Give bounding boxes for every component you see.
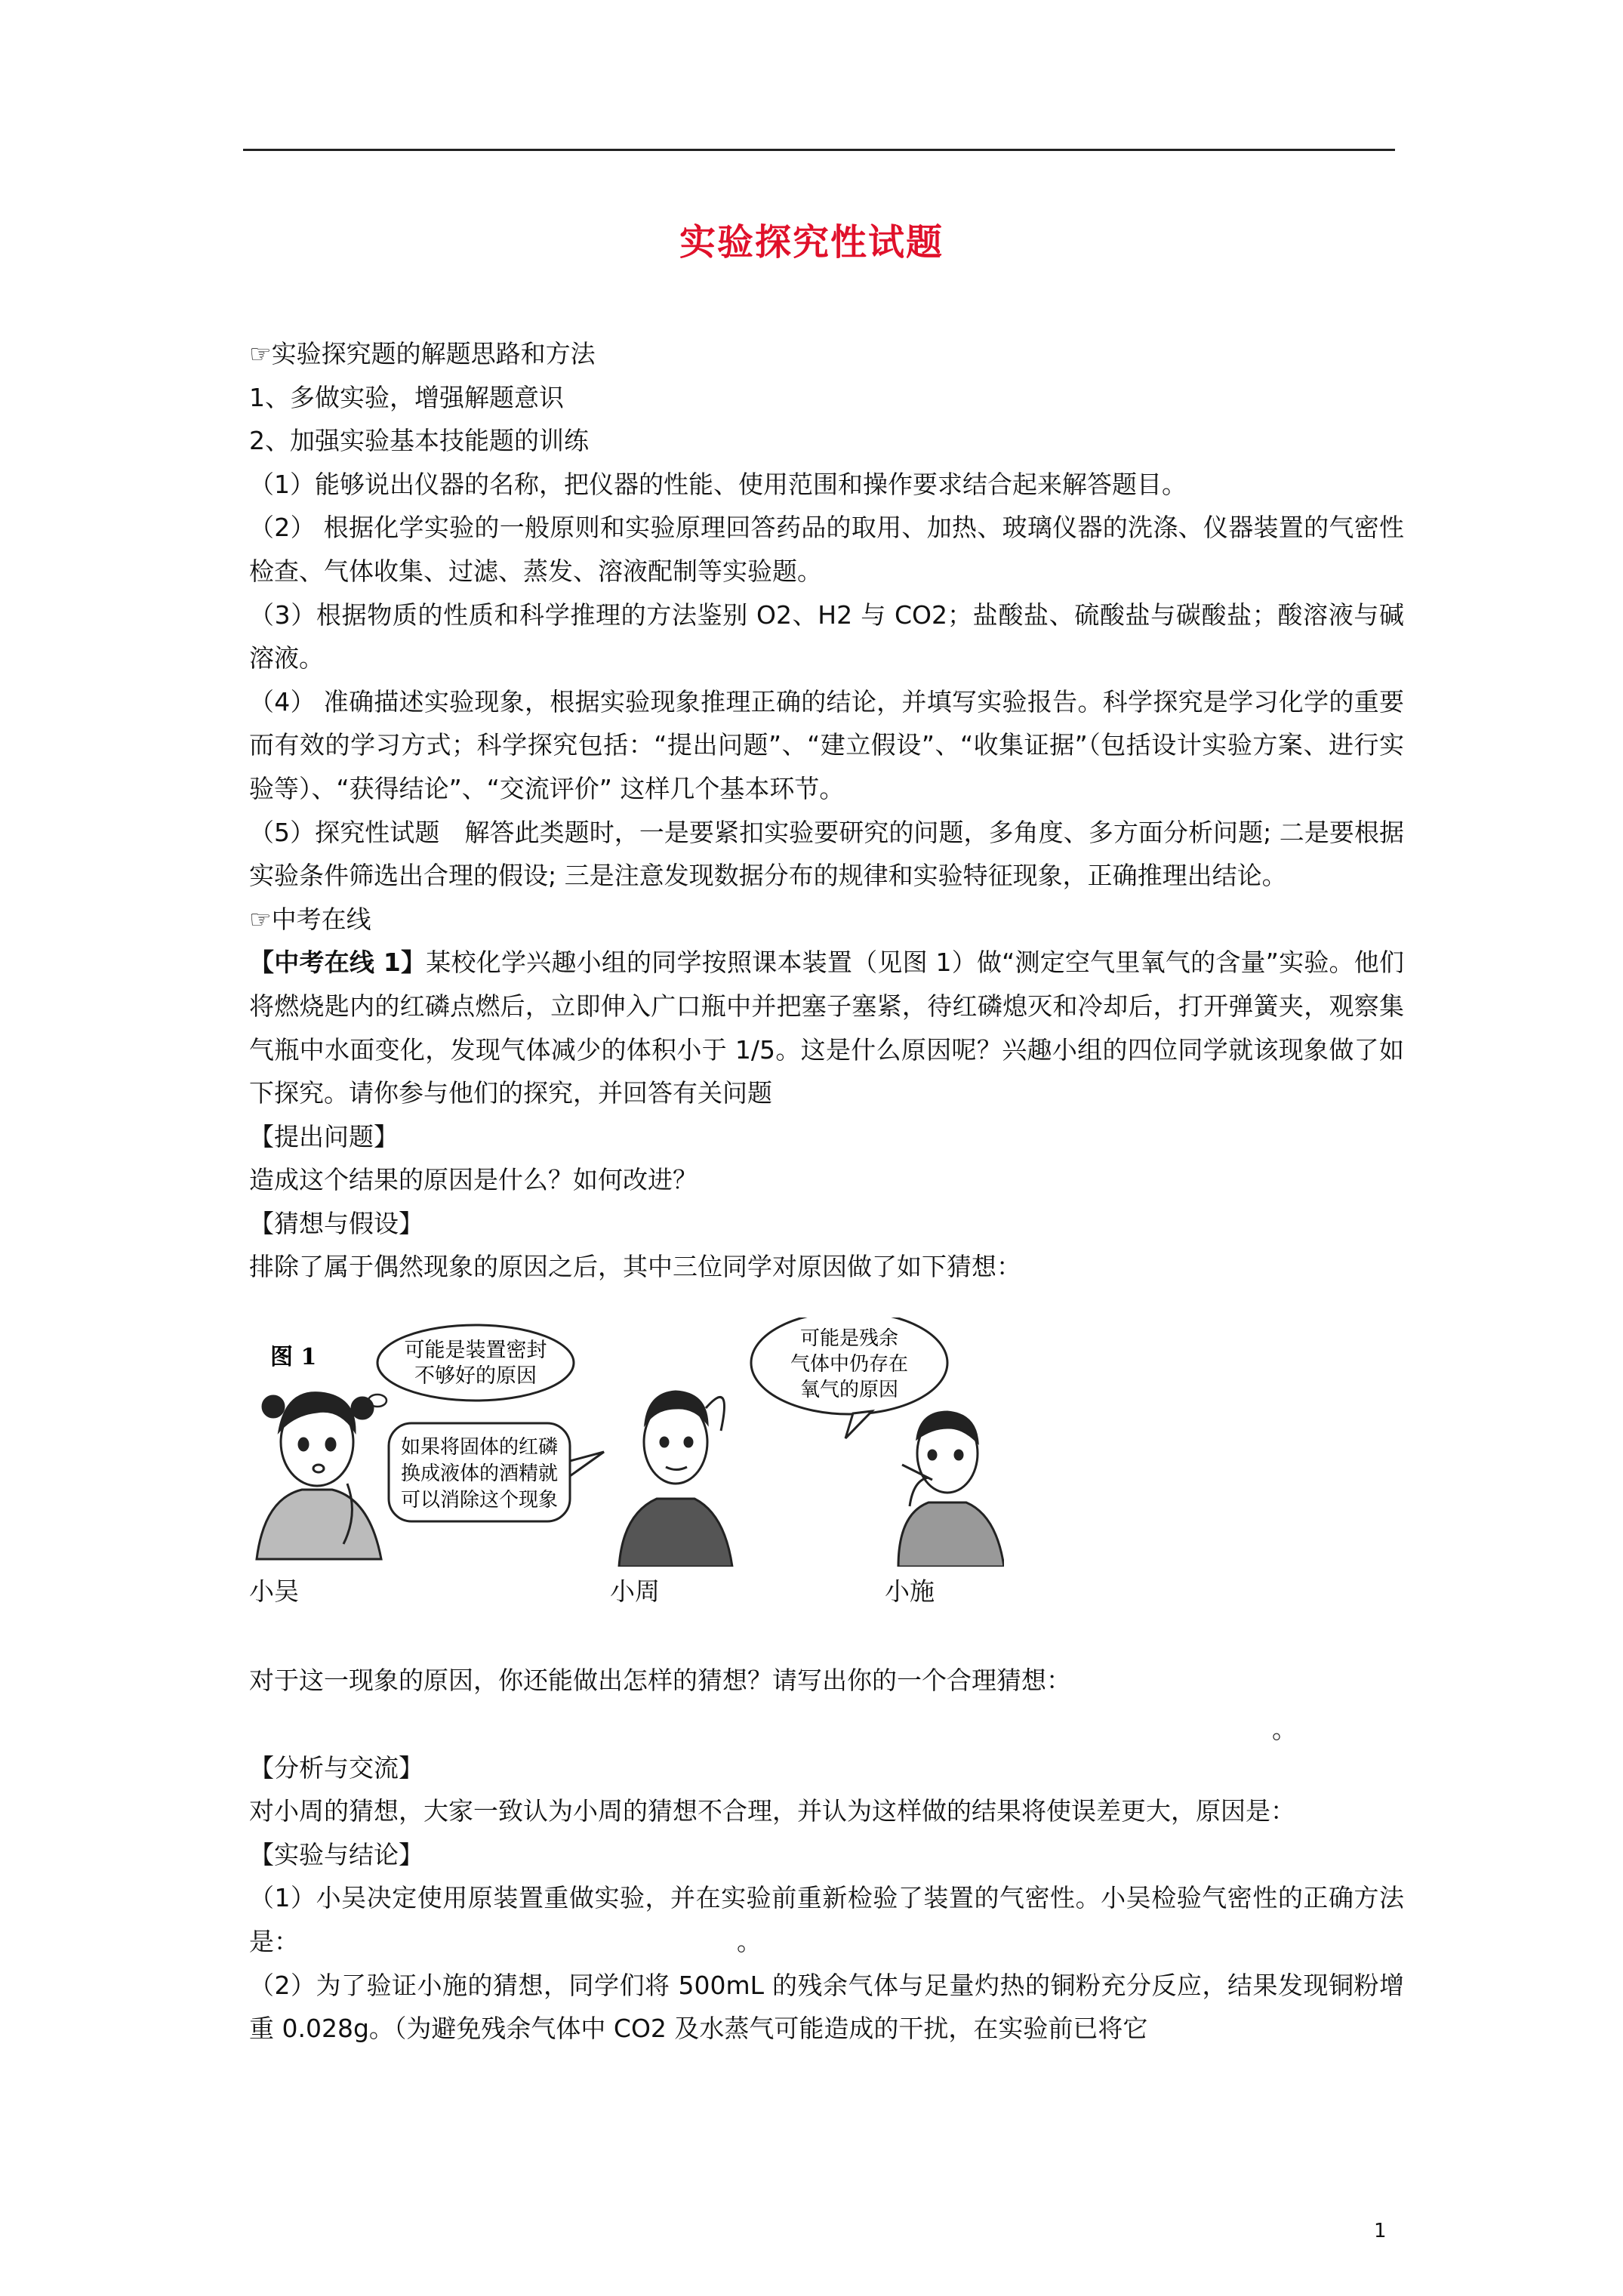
section-heading-online: ☞中考在线: [249, 904, 371, 934]
problem-text: 某校化学兴趣小组的同学按照课本装置（见图 1）做“测定空气里氧气的含量”实验。他们将燃烧匙内的红磷点燃后，立即伸入广口瓶中并把塞子塞紧，待红磷熄灭和冷却后，打开弹簧夹，观察集气瓶中水面变化，发现气体减少的体积小于 1/5。这是什么原因呢？兴趣小组的四位同学就该现象做了如下探究。请你参与他们的探究，并回答有关问题: [249, 948, 1404, 1108]
hypothesis-heading: 【猜想与假设】: [249, 1208, 423, 1238]
skill-item-4: （4） 准确描述实验现象，根据实验现象推理正确的结论，并填写实验报告。科学探究是学习化学的重要而有效的学习方式；科学探究包括：“提出问题”、“建立假设”、“收集证据”（包括设计实验方案、进行实验等）、“获得结论”、“交流评价” 这样几个基本环节。: [249, 686, 1404, 803]
bubble3-line2: 气体中仍存在: [790, 1353, 909, 1376]
step1-end-mark: 。: [737, 1927, 762, 1957]
section-heading: ☞实验探究题的解题思路和方法: [249, 339, 596, 368]
bubble2-line1: 如果将固体的红磷: [400, 1436, 559, 1459]
analysis-text: 对小周的猜想，大家一致认为小周的猜想不合理，并认为这样做的结果将使误差更大，原因是：: [249, 1796, 1295, 1826]
skill-item-5: （5）探究性试题 解答此类题时，一是要紧扣实验要研究的问题，多角度、多方面分析问题; 二是要根据实验条件筛选出合理的假设; 三是注意发现数据分布的规律和实验特征现象，正确推理出结论。: [249, 817, 1404, 891]
hypothesis-text: 排除了属于偶然现象的原因之后，其中三位同学对原因做了如下猜想：: [249, 1252, 1021, 1282]
skill-item-2: （2） 根据化学实验的一般原则和实验原理回答药品的取用、加热、玻璃仪器的洗涤、仪器装置的气密性检查、气体收集、过滤、蒸发、溶液配制等实验题。: [249, 513, 1404, 586]
page-number: 1: [1374, 2220, 1387, 2242]
student-wu-figure: [257, 1393, 381, 1559]
method-item-1: 1、多做实验，增强解题意识: [249, 382, 564, 412]
analysis-heading: 【分析与交流】: [249, 1752, 423, 1783]
name-xiaoshi: 小施: [885, 1576, 935, 1607]
problem-label: 【中考在线 1】: [249, 948, 427, 978]
speech-bubble-3: [751, 1318, 947, 1438]
figure-1: [249, 1318, 1404, 1567]
page-title: 实验探究性试题: [679, 221, 944, 264]
speech-bubble-2: [389, 1423, 604, 1521]
bubble1-line2: 不够好的原因: [414, 1364, 537, 1388]
student-zhou-figure: [619, 1391, 732, 1567]
thought-bubble-1: [354, 1325, 574, 1415]
experiment-heading: 【实验与结论】: [249, 1839, 423, 1869]
step1-text: （1）小吴决定使用原装置重做实验，并在实验前重新检验了装置的气密性。小吴检验气密性的正确方法是：: [249, 1883, 1404, 1957]
answer-blank-1: [249, 1703, 1404, 1746]
student-shi-figure: [898, 1412, 1004, 1567]
experiment-step-2: （2）为了验证小施的猜想，同学们将 500mL 的残余气体与足量灼热的铜粉充分反应，结果发现铜粉增重 0.028g。（为避免残余气体中 CO2 及水蒸气可能造成的干扰，在实验前已将它: [249, 1970, 1404, 2044]
bubble3-line1: 可能是残余: [799, 1327, 899, 1351]
name-xiaowu: 小吴: [249, 1576, 299, 1607]
bubble2-line2: 换成液体的酒精就: [400, 1462, 559, 1486]
student-names: [249, 1570, 1404, 1615]
document-body: [249, 332, 1404, 2051]
bubble3-line3: 氧气的原因: [799, 1379, 899, 1402]
skill-item-1: （1）能够说出仪器的名称，把仪器的性能、使用范围和操作要求结合起来解答题目。: [249, 469, 1187, 499]
experiment-step-1: [249, 1876, 1404, 1963]
bubble2-line3: 可以消除这个现象: [400, 1489, 559, 1512]
question-text: 造成这个结果的原因是什么？如何改进？: [249, 1165, 698, 1195]
skill-item-3: （3）根据物质的性质和科学推理的方法鉴别 O2、H2 与 CO2；盐酸盐、硫酸盐与碳酸盐；酸溶液与碱溶液。: [249, 599, 1404, 673]
figure-label: 图 1: [270, 1344, 317, 1371]
method-item-2: 2、加强实验基本技能题的训练: [249, 426, 589, 456]
bubble1-line1: 可能是装置密封: [404, 1339, 547, 1363]
name-xiaozhou: 小周: [610, 1576, 660, 1607]
open-question: 对于这一现象的原因，你还能做出怎样的猜想？请写出你的一个合理猜想：: [249, 1666, 1071, 1696]
header-rule: [243, 149, 1395, 151]
question-heading: 【提出问题】: [249, 1121, 399, 1151]
problem-1: [249, 941, 1404, 1114]
figure-illustration: [249, 1318, 1004, 1567]
blank-end-mark: 。: [1272, 1714, 1297, 1744]
